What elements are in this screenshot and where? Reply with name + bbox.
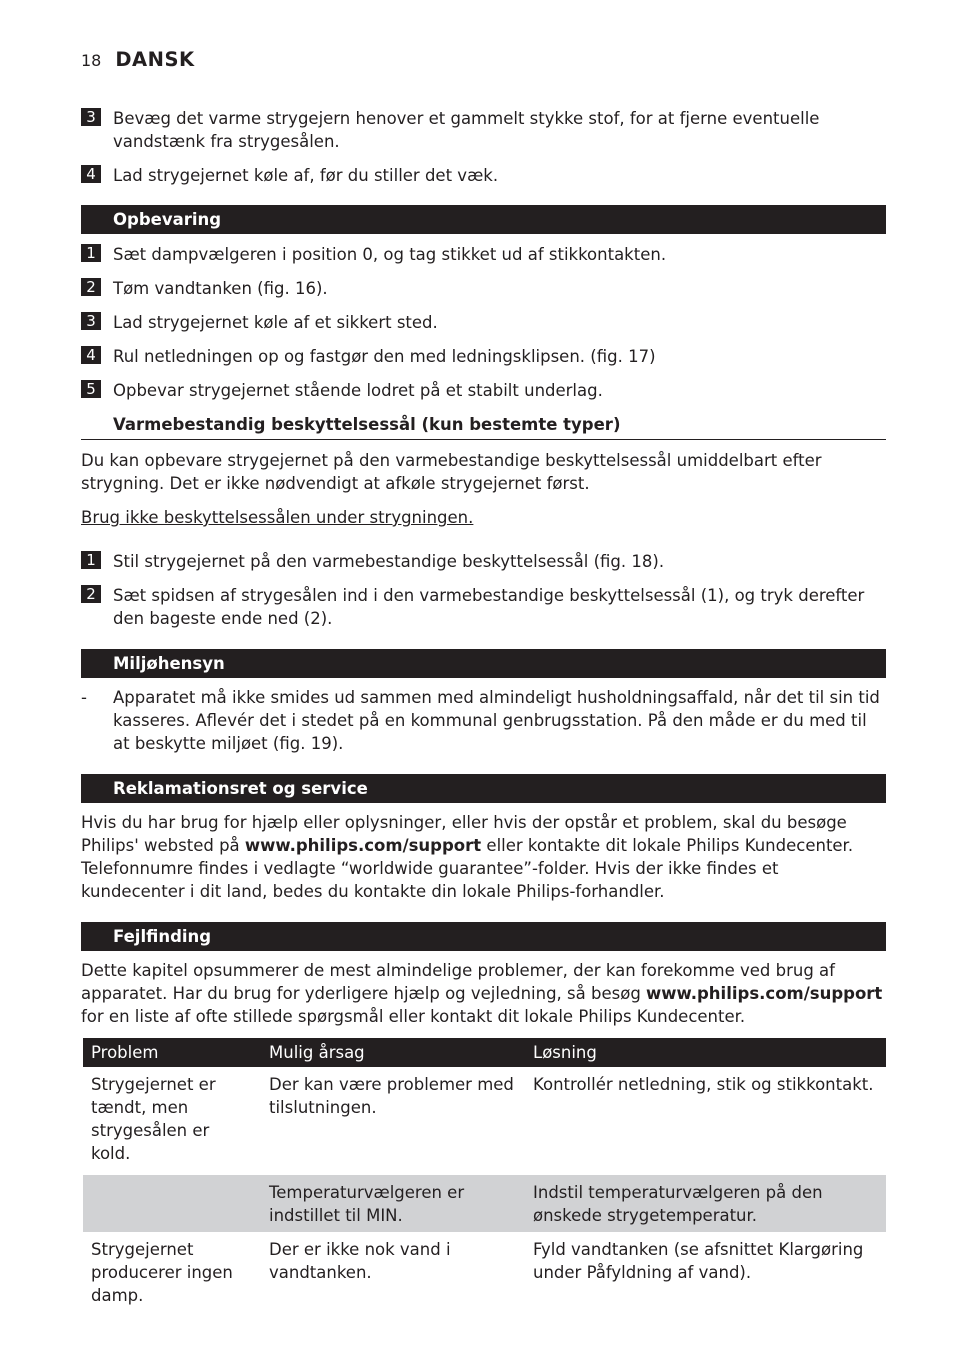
page-header (81, 48, 195, 72)
step-item (81, 550, 886, 573)
step-item (81, 107, 886, 153)
step-text: Rul netledningen op og fastgør den med ledningsklipsen. (fig. 17) (113, 347, 656, 366)
step-text: Stil strygejernet på den varmebestandige beskyttelsessål (fig. 18). (113, 552, 665, 571)
guarantee-text-b: eller kontakte dit lokale Philips Kundecenter. Telefonnumre findes i vedlagte “worldwide guarantee”-folder. Hvis der ikke findes et kundecenter i dit land, bedes du kontakte din lokale Philips-forhandler. (81, 836, 854, 901)
bullet-dash: - (81, 688, 87, 707)
step-item (81, 584, 886, 630)
table-cell-cause: Der er ikke nok vand i vandtanken. (269, 1240, 451, 1282)
subsection-heading-rest: Varmebestandig beskyttelsessål (kun bestemte typer) (81, 414, 886, 440)
table-cell-problem (83, 1175, 261, 1232)
step-item (81, 164, 886, 187)
bullet-text: Apparatet må ikke smides ud sammen med almindeligt husholdningsaffald, når det til sin tid kasseres. Aflevér det i stedet på en kommunal genbrugsstation. På den måde er du med til at beskytte miljøet (fig. 19). (113, 688, 880, 753)
step-text: Lad strygejernet køle af et sikkert sted. (113, 313, 438, 332)
table-row (83, 1232, 886, 1311)
table-row (83, 1067, 886, 1175)
step-number: 4 (81, 165, 101, 183)
column-header-solution: Løsning (525, 1038, 886, 1067)
section-heading-environment: Miljøhensyn (81, 649, 886, 678)
step-item (81, 311, 886, 334)
troubleshooting-text-a: Dette kapitel opsummerer de mest almindelige problemer, der kan forekomme ved brug af apparatet. Har du brug for yderligere hjælp og vejledning, så besøg (81, 961, 835, 1003)
troubleshooting-text-b: for en liste af ofte stillede spørgsmål eller kontakt dit lokale Philips Kundecenter. (81, 1007, 746, 1026)
troubleshooting-table (83, 1038, 886, 1311)
table-cell-solution: Fyld vandtanken (se afsnittet Klargøring under Påfyldning af vand). (533, 1240, 864, 1282)
guarantee-paragraph (81, 811, 886, 903)
step-number: 3 (81, 108, 101, 126)
step-text: Tøm vandtanken (fig. 16). (113, 279, 328, 298)
table-cell-solution: Indstil temperaturvælgeren på den ønskede strygetemperatur. (525, 1175, 886, 1232)
step-number: 4 (81, 346, 101, 364)
step-item (81, 277, 886, 300)
step-number: 5 (81, 380, 101, 398)
table-cell-problem: Strygejernet producerer ingen damp. (91, 1240, 233, 1305)
section-heading-storage: Opbevaring (81, 205, 886, 234)
step-text: Opbevar strygejernet stående lodret på et stabilt underlag. (113, 381, 603, 400)
warning-line (81, 506, 886, 529)
table-cell-cause: Temperaturvælgeren er indstillet til MIN. (261, 1175, 525, 1232)
step-item (81, 379, 886, 402)
table-cell-problem: Strygejernet er tændt, men strygesålen er kold. (91, 1075, 216, 1163)
step-text: Bevæg det varme strygejern henover et gammelt stykke stof, for at fjerne eventuelle vandstænk fra strygesålen. (113, 109, 820, 151)
table-row (83, 1175, 886, 1232)
section-heading-troubleshooting: Fejlfinding (81, 922, 886, 951)
rest-paragraph: Du kan opbevare strygejernet på den varmebestandige beskyttelsessål umiddelbart efter strygning. Det er ikke nødvendigt at afkøle strygejernet først. (81, 451, 822, 493)
step-item (81, 243, 886, 266)
support-link[interactable]: www.philips.com/support (646, 984, 883, 1003)
step-number: 2 (81, 278, 101, 296)
language-title: DANSK (115, 48, 195, 71)
step-text: Sæt spidsen af strygesålen ind i den varmebestandige beskyttelsessål (1), og tryk derefter den bageste ende ned (2). (113, 586, 865, 628)
step-number: 3 (81, 312, 101, 330)
step-number: 1 (81, 244, 101, 262)
page-number: 18 (81, 51, 102, 70)
step-number: 1 (81, 551, 101, 569)
table-cell-solution: Kontrollér netledning, stik og stikkontakt. (533, 1075, 874, 1094)
environment-bullet (81, 686, 886, 755)
step-item (81, 345, 886, 368)
column-header-cause: Mulig årsag (261, 1038, 525, 1067)
column-header-problem: Problem (83, 1038, 261, 1067)
step-number: 2 (81, 585, 101, 603)
table-header-row (83, 1038, 886, 1067)
guarantee-text-a: Hvis du har brug for hjælp eller oplysninger, eller hvis der opstår et problem, skal du besøge Philips' websted på (81, 813, 847, 855)
troubleshooting-paragraph (81, 959, 886, 1028)
support-link[interactable]: www.philips.com/support (244, 836, 482, 855)
table-cell-cause: Der kan være problemer med tilslutningen. (269, 1075, 514, 1117)
section-heading-guarantee: Reklamationsret og service (81, 774, 886, 803)
warning-text: Brug ikke beskyttelsessålen under strygningen. (81, 508, 474, 527)
step-text: Lad strygejernet køle af, før du stiller det væk. (113, 166, 499, 185)
step-text: Sæt dampvælgeren i position 0, og tag stikket ud af stikkontakten. (113, 245, 667, 264)
